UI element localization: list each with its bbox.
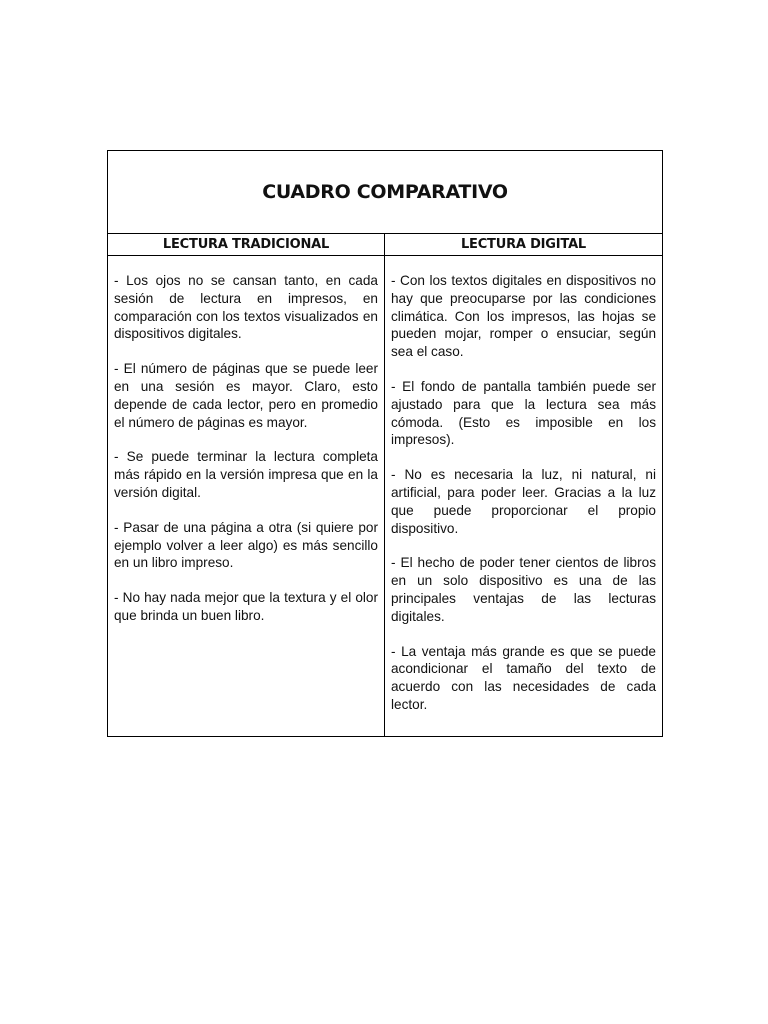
header-row <box>108 234 663 256</box>
list-item: - Los ojos no se cansan tanto, en cada sesión de lectura en impresos, en comparación con los textos visualizados en dispositivos digitales. <box>114 273 378 342</box>
list-item: - El número de páginas que se puede leer en una sesión es mayor. Claro, esto depende de cada lector, pero en promedio el número de páginas es mayor. <box>114 361 378 430</box>
column-header-digital: LECTURA DIGITAL <box>385 234 663 256</box>
list-item: - Con los textos digitales en dispositivos no hay que preocuparse por las condiciones climática. Con los impresos, las hojas se pueden mojar, romper o ensuciar, según sea el caso. <box>391 273 656 360</box>
list-item: - El hecho de poder tener cientos de libros en un solo dispositivo es una de las principales ventajas de las lecturas digitales. <box>391 555 656 624</box>
list-item: - No hay nada mejor que la textura y el olor que brinda un buen libro. <box>114 590 378 623</box>
list-item: - El fondo de pantalla también puede ser ajustado para que la lectura sea más cómoda. (Esto es imposible en los impresos). <box>391 378 656 448</box>
list-item: - Se puede terminar la lectura completa más rápido en la versión impresa que en la versión digital. <box>114 449 378 500</box>
comparison-table <box>107 150 663 737</box>
digital-reading-cell <box>385 256 663 737</box>
traditional-reading-cell <box>108 256 385 737</box>
table-title: CUADRO COMPARATIVO <box>108 151 663 234</box>
comparison-table-container <box>107 150 662 737</box>
list-item: - Pasar de una página a otra (si quiere por ejemplo volver a leer algo) es más sencillo en un libro impreso. <box>114 519 378 571</box>
column-header-traditional: LECTURA TRADICIONAL <box>108 234 385 256</box>
list-item: - No es necesaria la luz, ni natural, ni artificial, para poder leer. Gracias a la luz que puede proporcionar el propio dispositivo. <box>391 467 656 536</box>
title-row <box>108 151 663 234</box>
content-row <box>108 256 663 737</box>
list-item: - La ventaja más grande es que se puede acondicionar el tamaño del texto de acuerdo con las necesidades de cada lector. <box>391 643 656 712</box>
